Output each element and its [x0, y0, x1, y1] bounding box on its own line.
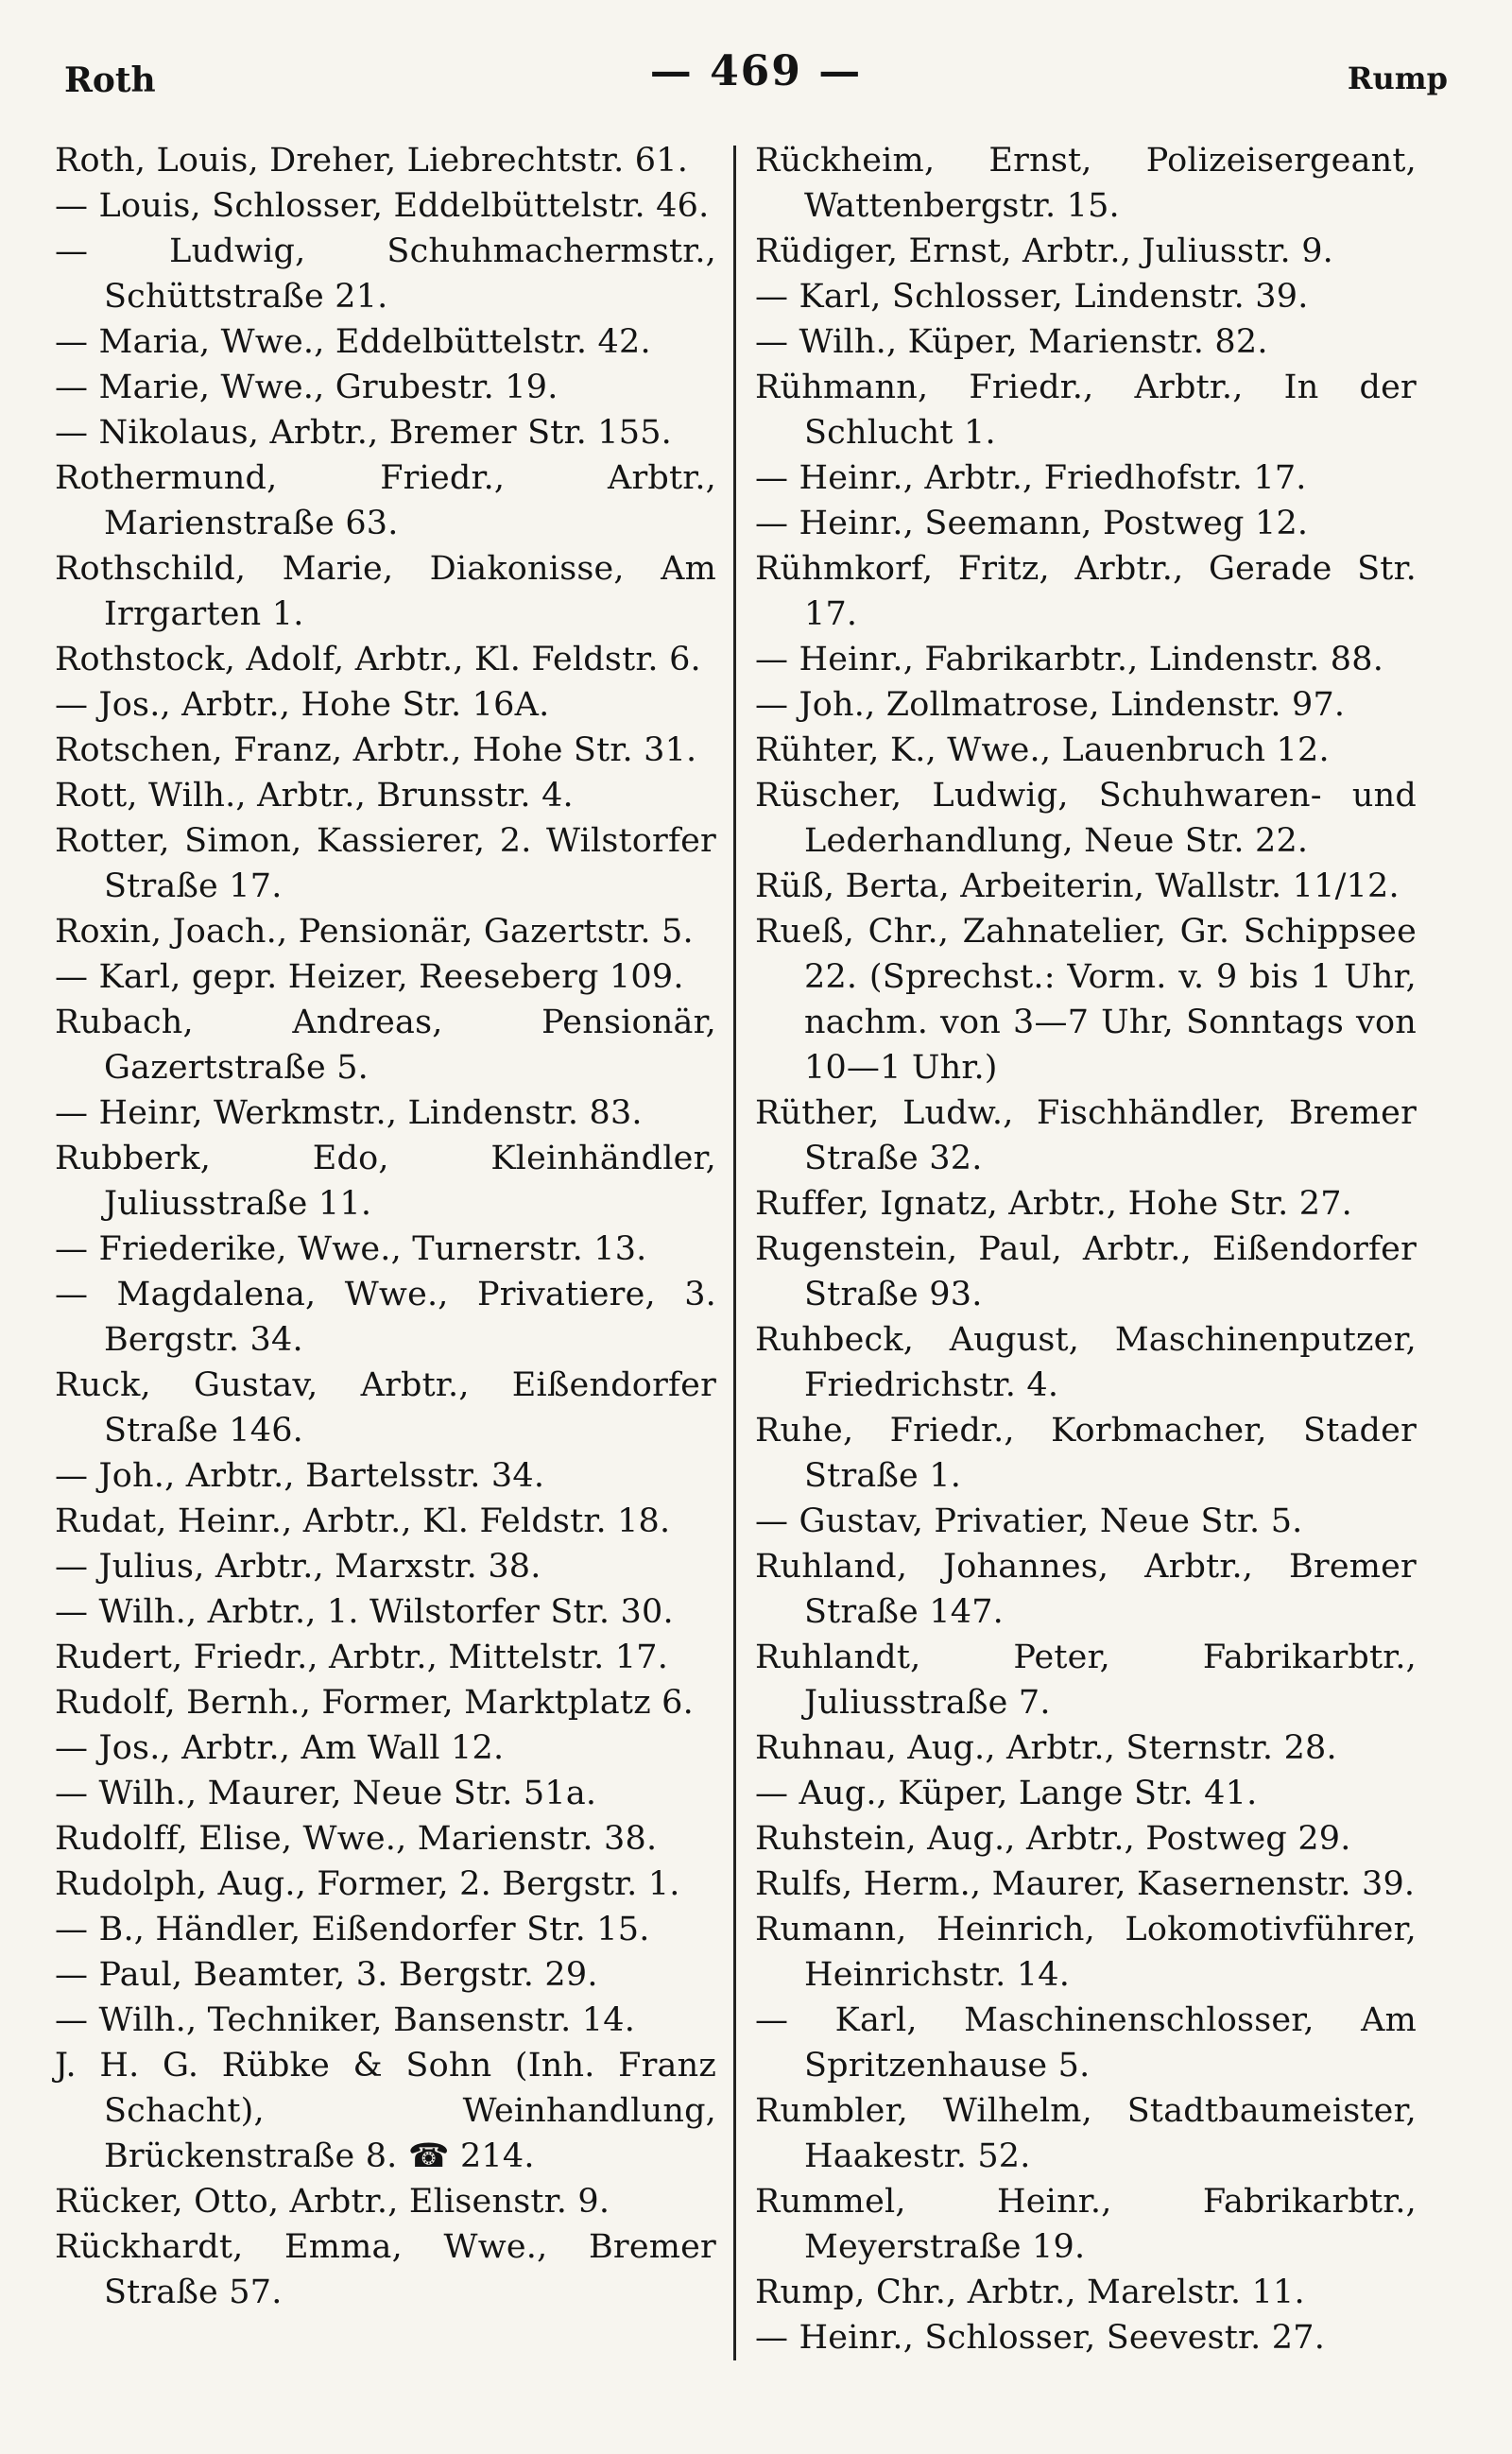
directory-entry: Rumbler, Wilhelm, Stadtbaumeister, Haakestr. 52. [755, 2092, 1417, 2175]
directory-entry: Ruhbeck, August, Maschinenputzer, Friedrichstr. 4. [755, 1321, 1417, 1404]
directory-entry: — Marie, Wwe., Grubestr. 19. [55, 369, 558, 406]
directory-entry: — Jos., Arbtr., Hohe Str. 16A. [55, 686, 550, 724]
header-last-name: Rump [1347, 60, 1448, 96]
directory-entry: — Wilh., Arbtr., 1. Wilstorfer Str. 30. [55, 1593, 674, 1631]
directory-entry: — Wilh., Techniker, Bansenstr. 14. [55, 2001, 636, 2039]
directory-entry: Rühmann, Friedr., Arbtr., In der Schlucht 1. [755, 369, 1417, 452]
directory-entry: Rubach, Andreas, Pensionär, Gazertstraße 5. [55, 1004, 716, 1087]
directory-entry: Ruffer, Ignatz, Arbtr., Hohe Str. 27. [755, 1185, 1352, 1223]
directory-entry: Ruhland, Johannes, Arbtr., Bremer Straße 147. [755, 1548, 1417, 1631]
page-header [55, 42, 1457, 127]
directory-entry: — Jos., Arbtr., Am Wall 12. [55, 1729, 505, 1767]
directory-entry: Rüdiger, Ernst, Arbtr., Juliusstr. 9. [755, 232, 1334, 270]
directory-entry: Rott, Wilh., Arbtr., Brunsstr. 4. [55, 777, 574, 815]
directory-entry: Rühmkorf, Fritz, Arbtr., Gerade Str. 17. [755, 550, 1417, 633]
header-first-name: Roth [64, 60, 156, 100]
left-column [55, 138, 733, 2360]
directory-entry: Rühter, K., Wwe., Lauenbruch 12. [755, 731, 1330, 769]
directory-entry: — Joh., Zollmatrose, Lindenstr. 97. [755, 686, 1346, 724]
directory-entry: Ruhe, Friedr., Korbmacher, Stader Straße 1. [755, 1412, 1417, 1495]
directory-entry: — Heinr., Fabrikarbtr., Lindenstr. 88. [755, 641, 1384, 678]
directory-entry: Ruhlandt, Peter, Fabrikarbtr., Juliusstraße 7. [755, 1639, 1417, 1722]
directory-entry: — Paul, Beamter, 3. Bergstr. 29. [55, 1956, 598, 1994]
directory-entry: Rubberk, Edo, Kleinhändler, Juliusstraße 11. [55, 1140, 716, 1223]
directory-entry: Rudat, Heinr., Arbtr., Kl. Feldstr. 18. [55, 1502, 671, 1540]
directory-entry: — B., Händler, Eißendorfer Str. 15. [55, 1911, 650, 1948]
directory-entry: J. H. G. Rübke & Sohn (Inh. Franz Schacht), Weinhandlung, Brückenstraße 8. ☎ 214. [55, 2047, 716, 2175]
directory-entry: Rudolff, Elise, Wwe., Marienstr. 38. [55, 1820, 658, 1858]
directory-entry: — Julius, Arbtr., Marxstr. 38. [55, 1548, 541, 1586]
directory-entry: Rückhardt, Emma, Wwe., Bremer Straße 57. [55, 2228, 716, 2311]
directory-entry: Rothstock, Adolf, Arbtr., Kl. Feldstr. 6. [55, 641, 701, 678]
directory-entry: — Karl, Schlosser, Lindenstr. 39. [755, 278, 1309, 316]
directory-entry: — Wilh., Maurer, Neue Str. 51a. [55, 1775, 597, 1812]
directory-entry: — Karl, Maschinenschlosser, Am Spritzenhause 5. [755, 2001, 1417, 2085]
directory-entry: Roth, Louis, Dreher, Liebrechtstr. 61. [55, 142, 689, 180]
directory-entry: — Joh., Arbtr., Bartelsstr. 34. [55, 1457, 545, 1495]
directory-entry: Rüscher, Ludwig, Schuhwaren- und Lederhandlung, Neue Str. 22. [755, 777, 1417, 860]
directory-entry: — Maria, Wwe., Eddelbüttelstr. 42. [55, 323, 651, 361]
directory-entry: — Aug., Küper, Lange Str. 41. [755, 1775, 1258, 1812]
directory-entry: Rumann, Heinrich, Lokomotivführer, Heinrichstr. 14. [755, 1911, 1417, 1994]
directory-entry: Rückheim, Ernst, Polizeisergeant, Wattenbergstr. 15. [755, 142, 1417, 225]
directory-entry: Rueß, Chr., Zahnatelier, Gr. Schippsee 22. (Sprechst.: Vorm. v. 9 bis 1 Uhr, nachm. von 3—7 Uhr, Sonntags von 10—1 Uhr.) [755, 913, 1417, 1087]
page-number: — 469 — [649, 47, 863, 95]
right-column [736, 138, 1417, 2360]
directory-columns [55, 138, 1457, 2360]
directory-entry: Rump, Chr., Arbtr., Marelstr. 11. [755, 2274, 1305, 2311]
directory-entry: Ruhnau, Aug., Arbtr., Sternstr. 28. [755, 1729, 1337, 1767]
directory-entry: Rudolph, Aug., Former, 2. Bergstr. 1. [55, 1865, 680, 1903]
directory-entry: — Ludwig, Schuhmachermstr., Schüttstraße 21. [55, 232, 716, 316]
directory-entry: Rothermund, Friedr., Arbtr., Marienstraße 63. [55, 459, 716, 542]
directory-entry: Rotschen, Franz, Arbtr., Hohe Str. 31. [55, 731, 697, 769]
directory-entry: Rudert, Friedr., Arbtr., Mittelstr. 17. [55, 1639, 669, 1676]
directory-entry: — Heinr., Seemann, Postweg 12. [755, 505, 1309, 542]
directory-entry: — Louis, Schlosser, Eddelbüttelstr. 46. [55, 187, 710, 225]
directory-entry: Rücker, Otto, Arbtr., Elisenstr. 9. [55, 2183, 610, 2221]
directory-entry: Rüß, Berta, Arbeiterin, Wallstr. 11/12. [755, 867, 1400, 905]
directory-entry: — Friederike, Wwe., Turnerstr. 13. [55, 1230, 647, 1268]
directory-entry: Rüther, Ludw., Fischhändler, Bremer Straße 32. [755, 1094, 1417, 1177]
directory-entry: Rudolf, Bernh., Former, Marktplatz 6. [55, 1684, 694, 1722]
directory-entry: Rummel, Heinr., Fabrikarbtr., Meyerstraße 19. [755, 2183, 1417, 2266]
directory-entry: Rotter, Simon, Kassierer, 2. Wilstorfer Straße 17. [55, 822, 716, 905]
directory-entry: Roxin, Joach., Pensionär, Gazertstr. 5. [55, 913, 694, 951]
directory-entry: Rugenstein, Paul, Arbtr., Eißendorfer Straße 93. [755, 1230, 1417, 1313]
directory-entry: Ruck, Gustav, Arbtr., Eißendorfer Straße 146. [55, 1366, 716, 1450]
directory-entry: — Wilh., Küper, Marienstr. 82. [755, 323, 1268, 361]
directory-entry: — Karl, gepr. Heizer, Reeseberg 109. [55, 958, 684, 996]
directory-entry: Rulfs, Herm., Maurer, Kasernenstr. 39. [755, 1865, 1416, 1903]
directory-entry: — Magdalena, Wwe., Privatiere, 3. Bergstr. 34. [55, 1276, 716, 1359]
directory-entry: — Heinr., Schlosser, Seevestr. 27. [755, 2319, 1326, 2357]
directory-entry: Ruhstein, Aug., Arbtr., Postweg 29. [755, 1820, 1351, 1858]
directory-entry: — Heinr, Werkmstr., Lindenstr. 83. [55, 1094, 643, 1132]
directory-entry: — Nikolaus, Arbtr., Bremer Str. 155. [55, 414, 673, 452]
directory-entry: — Gustav, Privatier, Neue Str. 5. [755, 1502, 1303, 1540]
directory-entry: — Heinr., Arbtr., Friedhofstr. 17. [755, 459, 1307, 497]
directory-entry: Rothschild, Marie, Diakonisse, Am Irrgarten 1. [55, 550, 716, 633]
